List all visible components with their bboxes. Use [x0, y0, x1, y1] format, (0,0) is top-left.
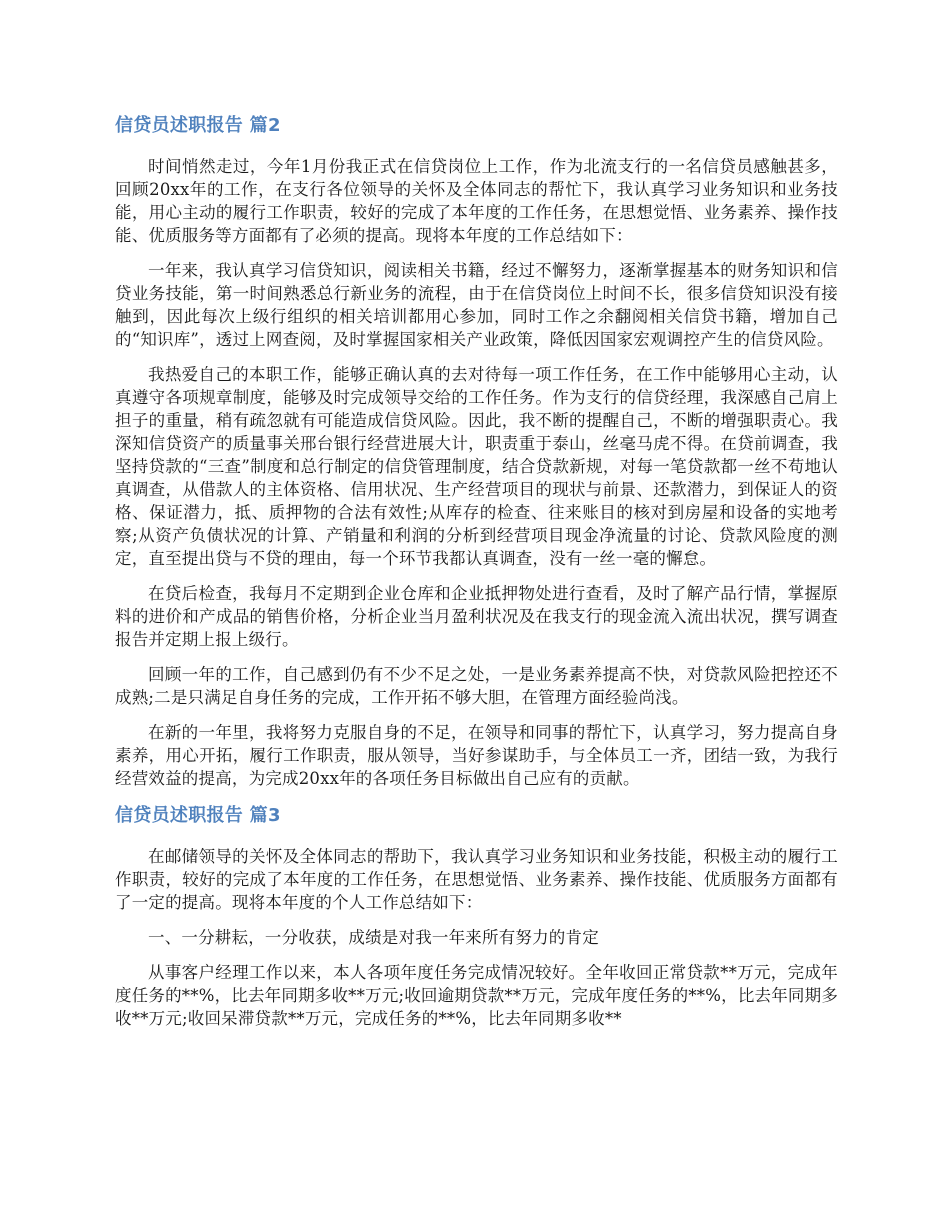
paragraph: 从事客户经理工作以来，本人各项年度任务完成情况较好。全年收回正常贷款**万元，完成年度任务的**%，比去年同期多收**万元;收回逾期贷款**万元，完成年度任务的**%，比去年同期多收**万元;收回呆滞贷款**万元，完成任务的**%，比去年同期多收**	[115, 963, 839, 1028]
paragraph: 我热爱自己的本职工作，能够正确认真的去对待每一项工作任务，在工作中能够用心主动，认真遵守各项规章制度，能够及时完成领导交给的工作任务。作为支行的信贷经理，我深感自己肩上担子的重量，稍有疏忽就有可能造成信贷风险。因此，我不断的提醒自己，不断的增强职责心。我深知信贷资产的质量事关邢台银行经营进展大计，职责重于泰山，丝毫马虎不得。在贷前调查，我坚持贷款的“三查”制度和总行制定的信贷管理制度，结合贷款新规，对每一笔贷款都一丝不苟地认真调查，从借款人的主体资格、信用状况、生产经营项目的现状与前景、还款潜力，到保证人的资格、保证潜力，抵、质押物的合法有效性;从库存的检查、往来账目的核对到房屋和设备的实地考察;从资产负债状况的计算、产销量和利润的分析到经营项目现金净流量的讨论、贷款风险度的测定，直至提出贷与不贷的理由，每一个环节我都认真调查，没有一丝一毫的懈怠。	[115, 365, 838, 568]
section-part-2	[115, 112, 838, 790]
paragraph: 在贷后检查，我每月不定期到企业仓库和企业抵押物处进行查看，及时了解产品行情，掌握原料的进价和产成品的销售价格，分析企业当月盈利状况及在我支行的现金流入流出状况，撰写调查报告并定期上报上级行。	[115, 584, 838, 649]
paragraph: 一年来，我认真学习信贷知识，阅读相关书籍，经过不懈努力，逐渐掌握基本的财务知识和信贷业务技能，第一时间熟悉总行新业务的流程，由于在信贷岗位上时间不长，很多信贷知识没有接触到，因此每次上级行组织的相关培训都用心参加，同时工作之余翻阅相关信贷书籍，增加自己的“知识库”，透过上网查阅，及时掌握国家相关产业政策，降低因国家宏观调控产生的信贷风险。	[115, 261, 838, 349]
paragraph: 在邮储领导的关怀及全体同志的帮助下，我认真学习业务知识和业务技能，积极主动的履行工作职责，较好的完成了本年度的工作任务，在思想觉悟、业务素养、操作技能、优质服务方面都有了一定的提高。现将本年度的个人工作总结如下：	[115, 847, 838, 912]
section-heading: 信贷员述职报告 篇3	[115, 805, 281, 826]
paragraph: 一、一分耕耘，一分收获，成绩是对我一年来所有努力的肯定	[148, 928, 599, 947]
section-part-3	[115, 802, 838, 1030]
paragraph: 回顾一年的工作，自己感到仍有不少不足之处，一是业务素养提高不快，对贷款风险把控还不成熟;二是只满足自身任务的完成，工作开拓不够大胆，在管理方面经验尚浅。	[115, 665, 838, 707]
paragraph: 时间悄然走过，今年1月份我正式在信贷岗位上工作，作为北流支行的一名信贷员感触甚多，回顾20xx年的工作，在支行各位领导的关怀及全体同志的帮忙下，我认真学习业务知识和业务技能，用心主动的履行工作职责，较好的完成了本年度的工作任务，在思想觉悟、业务素养、操作技能、优质服务等方面都有了必须的提高。现将本年度的工作总结如下：	[115, 157, 839, 245]
paragraph: 在新的一年里，我将努力克服自身的不足，在领导和同事的帮忙下，认真学习，努力提高自身素养，用心开拓，履行工作职责，服从领导，当好参谋助手，与全体员工一齐，团结一致，为我行经营效益的提高，为完成20xx年的各项任务目标做出自己应有的贡献。	[115, 723, 838, 788]
section-heading: 信贷员述职报告 篇2	[115, 115, 281, 136]
